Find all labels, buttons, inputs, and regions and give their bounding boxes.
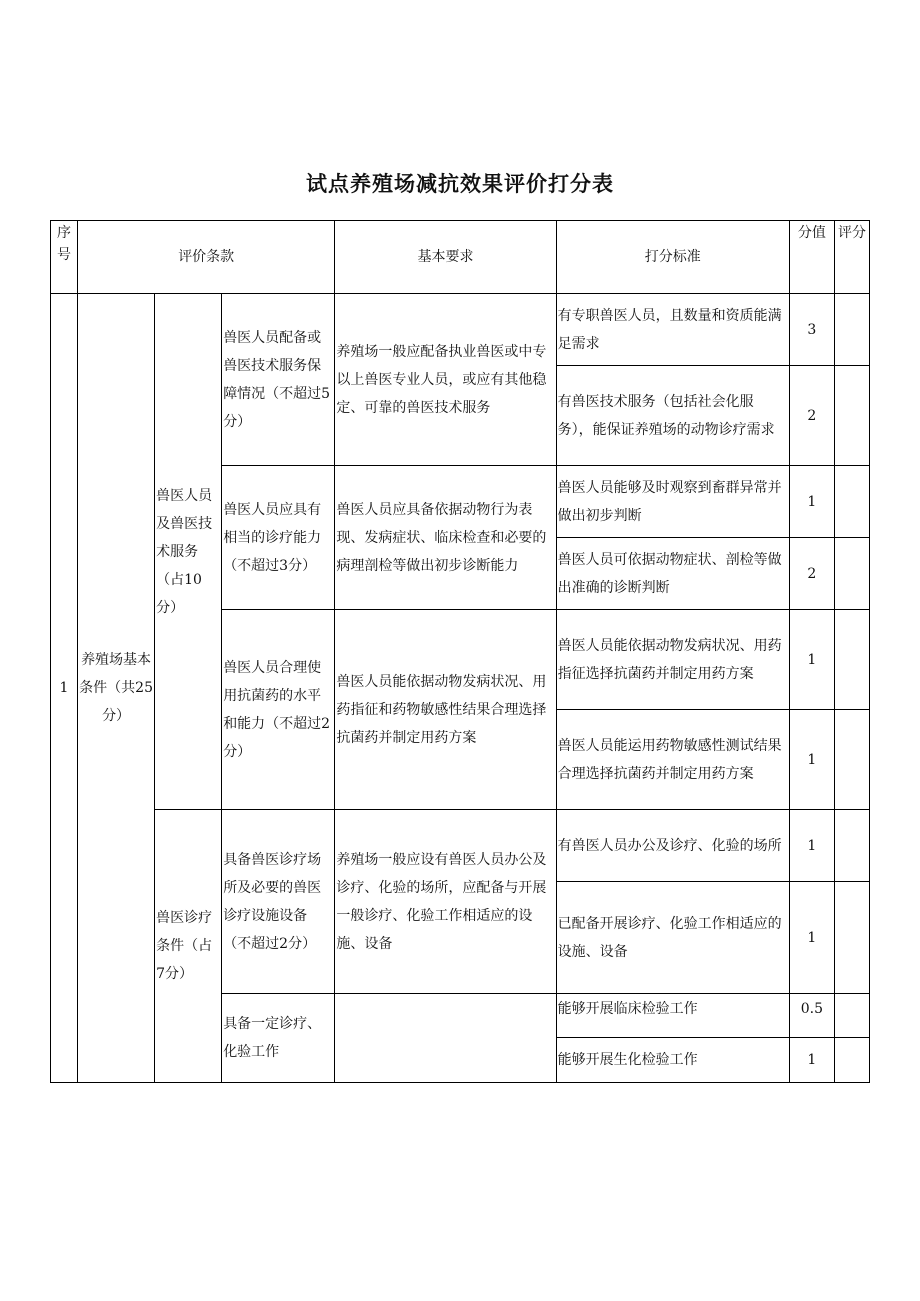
- page-title: 试点养殖场减抗效果评价打分表: [306, 172, 614, 196]
- points: 1: [789, 1038, 834, 1083]
- requirement: 兽医人员应具备依据动物行为表现、发病症状、临床检查和必要的病理剖检等做出初步诊断能力: [335, 466, 556, 610]
- points: 1: [789, 810, 834, 882]
- clause: 兽医人员应具有相当的诊疗能力（不超过3分）: [222, 466, 335, 610]
- score-cell: [834, 466, 869, 538]
- requirement: 养殖场一般应配备执业兽医或中专以上兽医专业人员，或应有其他稳定、可靠的兽医技术服务: [335, 294, 556, 466]
- clause: 具备一定诊疗、化验工作: [222, 994, 335, 1083]
- score-cell: [834, 882, 869, 994]
- requirement: 养殖场一般应设有兽医人员办公及诊疗、化验的场所，应配备与开展一般诊疗、化验工作相适应的设施、设备: [335, 810, 556, 994]
- standard: 兽医人员可依据动物症状、剖检等做出准确的诊断判断: [556, 538, 789, 610]
- table-row: [51, 294, 870, 366]
- evaluation-table: [50, 220, 870, 1083]
- section-number: 1: [51, 294, 78, 1083]
- standard: 有兽医技术服务（包括社会化服务），能保证养殖场的动物诊疗需求: [556, 366, 789, 466]
- requirement: [335, 994, 556, 1083]
- score-cell: [834, 366, 869, 466]
- group-name: 兽医人员及兽医技术服务（占10分）: [155, 294, 222, 810]
- standard: 兽医人员能够及时观察到畜群异常并做出初步判断: [556, 466, 789, 538]
- points: 0.5: [789, 994, 834, 1038]
- score-cell: [834, 1038, 869, 1083]
- standard: 兽医人员能依据动物发病状况、用药指征选择抗菌药并制定用药方案: [556, 610, 789, 710]
- clause: 兽医人员合理使用抗菌药的水平和能力（不超过2分）: [222, 610, 335, 810]
- requirement: 兽医人员能依据动物发病状况、用药指征和药物敏感性结果合理选择抗菌药并制定用药方案: [335, 610, 556, 810]
- points: 1: [789, 466, 834, 538]
- points: 2: [789, 366, 834, 466]
- standard: 能够开展临床检验工作: [556, 994, 789, 1038]
- score-cell: [834, 294, 869, 366]
- standard: 已配备开展诊疗、化验工作相适应的设施、设备: [556, 882, 789, 994]
- points: 1: [789, 610, 834, 710]
- score-cell: [834, 810, 869, 882]
- header-row: [51, 221, 870, 294]
- points: 2: [789, 538, 834, 610]
- header-requirements: 基本要求: [335, 221, 556, 294]
- clause: 兽医人员配备或兽医技术服务保障情况（不超过5分）: [222, 294, 335, 466]
- score-cell: [834, 538, 869, 610]
- standard: 有兽医人员办公及诊疗、化验的场所: [556, 810, 789, 882]
- standard: 能够开展生化检验工作: [556, 1038, 789, 1083]
- points: 1: [789, 882, 834, 994]
- standard: 兽医人员能运用药物敏感性测试结果合理选择抗菌药并制定用药方案: [556, 710, 789, 810]
- points: 3: [789, 294, 834, 366]
- header-criteria: 评价条款: [78, 221, 335, 294]
- header-scoring: 打分标准: [556, 221, 789, 294]
- header-score: 评分: [834, 221, 869, 294]
- score-cell: [834, 610, 869, 710]
- clause: 具备兽医诊疗场所及必要的兽医诊疗设施设备（不超过2分）: [222, 810, 335, 994]
- standard: 有专职兽医人员，且数量和资质能满足需求: [556, 294, 789, 366]
- section-name: 养殖场基本条件（共25分）: [78, 294, 155, 1083]
- points: 1: [789, 710, 834, 810]
- score-cell: [834, 994, 869, 1038]
- header-points: 分值: [789, 221, 834, 294]
- score-cell: [834, 710, 869, 810]
- table-row: [51, 810, 870, 882]
- header-seq: 序号: [51, 221, 78, 294]
- group-name: 兽医诊疗条件（占7分）: [155, 810, 222, 1083]
